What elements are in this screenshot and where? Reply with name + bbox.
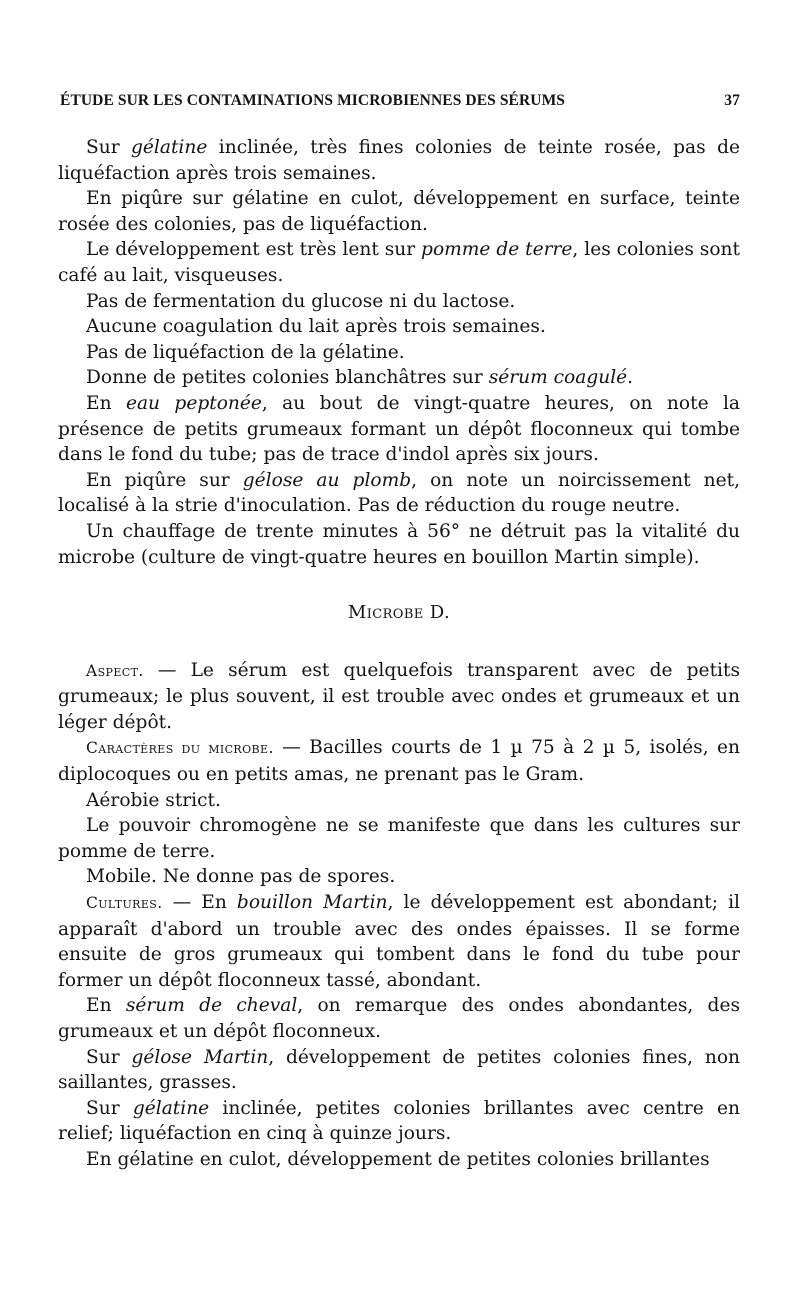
paragraph: Un chauffage de trente minutes à 56° ne détruit pas la vitalité du microbe (culture de vingt-quatre heures en bouillon Martin simple).: [58, 520, 740, 568]
paragraph: Aucune coagulation du lait après trois semaines.: [86, 316, 546, 338]
paragraph: Caractères du microbe. — Bacilles courts de 1 µ 75 à 2 µ 5, isolés, en diplocoques ou en petits amas, ne prenant pas le Gram.: [58, 737, 740, 786]
paragraph: En piqûre sur gélatine en culot, développement en surface, teinte rosée des colonies, pas de liquéfaction.: [58, 188, 740, 235]
running-title: ÉTUDE SUR LES CONTAMINATIONS MICROBIENNES DES SÉRUMS: [60, 92, 566, 109]
paragraph: En gélatine en culot, développement de petites colonies brillantes: [86, 1148, 710, 1170]
run-in-label: Caractères du microbe.: [86, 739, 274, 758]
section-heading: Microbe D.: [347, 602, 451, 624]
paragraph: Le développement est très lent sur pomme de terre, les colonies sont café au lait, visqueuses.: [58, 239, 740, 286]
body-text: [58, 135, 740, 1173]
paragraph: Sur gélose Martin, développement de petites colonies fines, non saillantes, grasses.: [58, 1046, 741, 1094]
paragraph: Sur gélatine inclinée, petites colonies brillantes avec centre en relief; liquéfaction en cinq à quinze jours.: [58, 1097, 740, 1145]
paragraph: Donne de petites colonies blanchâtres sur sérum coagulé.: [86, 367, 634, 389]
page-number: 37: [724, 92, 740, 109]
paragraph: Cultures. — En bouillon Martin, le développement est abondant; il apparaît d'abord un trouble avec des ondes épaisses. Il se forme ensuite de gros grumeaux qui tombent dans le fond du tube pour former un dépôt floconneux tassé, abondant.: [58, 892, 740, 991]
run-in-label: Aspect.: [86, 661, 144, 680]
paragraph: Pas de fermentation du glucose ni du lactose.: [86, 290, 516, 312]
run-in-label: Cultures.: [86, 894, 163, 913]
paragraph: Pas de liquéfaction de la gélatine.: [86, 341, 405, 363]
paragraph: Mobile. Ne donne pas de spores.: [86, 866, 396, 888]
paragraph: En piqûre sur gélose au plomb, on note un noircissement net, localisé à la strie d'inoculation. Pas de réduction du rouge neutre.: [58, 469, 740, 517]
paragraph: Le pouvoir chromogène ne se manifeste que dans les cultures sur pomme de terre.: [58, 815, 740, 862]
paragraph: En eau peptonée, au bout de vingt-quatre heures, on note la présence de petits grumeaux formant un dépôt floconneux qui tombe dans le fond du tube; pas de trace d'indol après six jours.: [58, 392, 740, 466]
running-header: [60, 92, 740, 110]
paragraph: Aspect. — Le sérum est quelquefois transparent avec de petits grumeaux; le plus souvent, il est trouble avec ondes et grumeaux et un léger dépôt.: [58, 659, 740, 733]
paragraph: Aérobie strict.: [86, 789, 221, 811]
paragraph: En sérum de cheval, on remarque des ondes abondantes, des grumeaux et un dépôt floconneux.: [58, 995, 741, 1042]
paragraph: Sur gélatine inclinée, très fines colonies de teinte rosée, pas de liquéfaction après trois semaines.: [58, 137, 740, 184]
